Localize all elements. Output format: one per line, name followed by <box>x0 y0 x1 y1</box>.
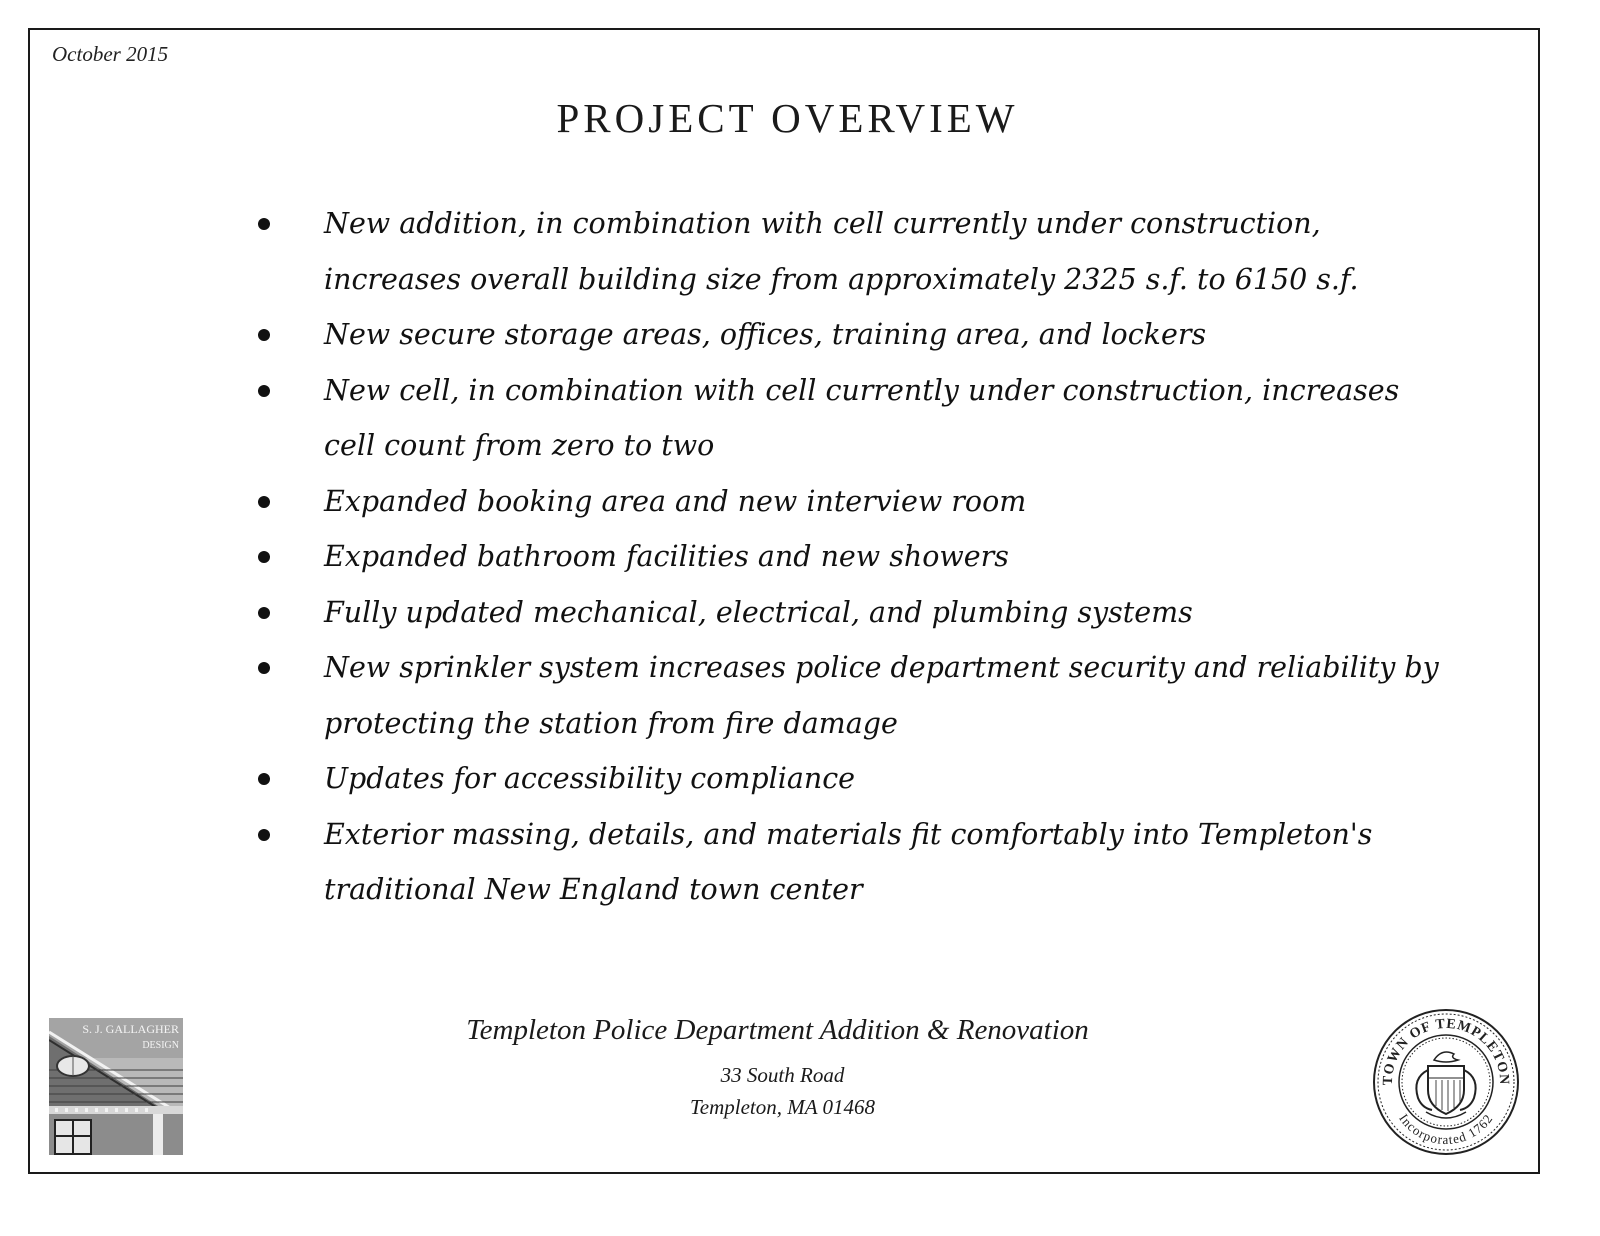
bullet-icon <box>258 773 270 785</box>
document-date: October 2015 <box>52 42 169 66</box>
logo-subtitle: DESIGN <box>142 1040 179 1051</box>
overview-item <box>254 307 1454 363</box>
project-name: Templeton Police Department Addition & Renovation <box>466 1014 1089 1046</box>
overview-item <box>254 196 1454 307</box>
town-seal-icon <box>1372 1008 1520 1156</box>
overview-item <box>254 585 1454 641</box>
overview-item-text: Updates for accessibility compliance <box>324 762 856 795</box>
overview-item-text: New cell, in combination with cell currently under construction, increases cell count from zero to two <box>324 373 1400 462</box>
overview-item <box>254 751 1454 807</box>
address-line-2: Templeton, MA 01468 <box>690 1095 875 1119</box>
page-title: PROJECT OVERVIEW <box>556 95 1019 141</box>
overview-item-text: Expanded booking area and new interview room <box>324 484 1027 518</box>
bullet-icon <box>258 551 270 563</box>
bullet-icon <box>258 496 270 508</box>
overview-item <box>254 807 1454 918</box>
overview-item-text: New secure storage areas, offices, training area, and lockers <box>324 318 1207 351</box>
bullet-icon <box>258 218 270 230</box>
seal-bottom-text: Incorporated 1762 <box>1396 1110 1496 1148</box>
bullet-icon <box>258 385 270 397</box>
overview-item <box>254 474 1454 530</box>
bullet-icon <box>258 829 270 841</box>
bullet-icon <box>258 329 270 341</box>
bullet-icon <box>258 607 270 619</box>
overview-item-text: Exterior massing, details, and materials fit comfortably into Templeton's traditional New England town center <box>324 817 1373 906</box>
bullet-icon <box>258 662 270 674</box>
overview-item-text: New addition, in combination with cell currently under construction, increases overall building size from approximately 2325 s.f. to 6150 s.f. <box>324 207 1359 296</box>
overview-list <box>254 196 1454 918</box>
address-line-1: 33 South Road <box>720 1063 845 1087</box>
seal-top-text: TOWN OF TEMPLETON <box>1380 1016 1512 1086</box>
overview-item <box>254 640 1454 751</box>
overview-item-text: Fully updated mechanical, electrical, and plumbing systems <box>324 595 1193 629</box>
overview-item-text: New sprinkler system increases police department security and reliability by protecting the station from fire damage <box>324 651 1439 740</box>
overview-item-text: Expanded bathroom facilities and new showers <box>324 540 1009 573</box>
overview-item <box>254 363 1454 474</box>
logo-name: S. J. GALLAGHER <box>82 1022 179 1036</box>
overview-item <box>254 529 1454 585</box>
